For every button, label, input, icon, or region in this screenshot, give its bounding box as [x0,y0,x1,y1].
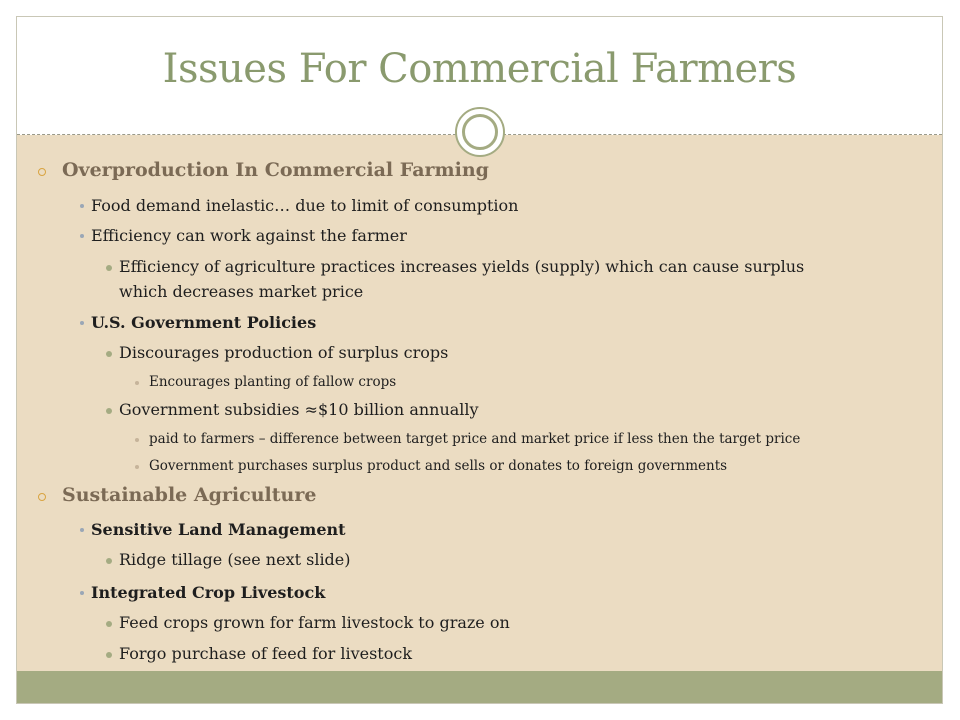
bullet-icon [135,381,139,385]
bullet-icon [106,558,112,564]
list-item: Food demand inelastic… due to limit of consumption [91,196,519,215]
bullet-icon [80,234,84,238]
bullet-icon [106,408,112,414]
footer-bar [17,671,942,703]
list-item: Efficiency of agriculture practices increases yields (supply) which can cause surplus [119,257,805,276]
bullet-icon [135,465,139,469]
section-heading-sustainable: Sustainable Agriculture [62,484,317,506]
circle-ornament-inner [462,114,498,150]
bullet-icon [80,591,84,595]
slide-title: Issues For Commercial Farmers [162,46,797,92]
list-item-land-management: Sensitive Land Management [91,520,346,539]
list-item-crop-livestock: Integrated Crop Livestock [91,583,326,602]
list-item: Discourages production of surplus crops [119,343,449,362]
bullet-icon [80,204,84,208]
list-item: Government subsidies ≈$10 billion annually [119,400,479,419]
list-item: Ridge tillage (see next slide) [119,550,351,569]
section-bullet-icon [38,168,46,176]
circle-ornament-icon [455,107,505,157]
bullet-icon [106,351,112,357]
list-item-continuation: which decreases market price [119,282,364,301]
list-item-government-policies: U.S. Government Policies [91,313,317,332]
list-item: Feed crops grown for farm livestock to graze on [119,613,510,632]
list-item: Government purchases surplus product and sells or donates to foreign governments [149,458,728,474]
list-item: Encourages planting of fallow crops [149,374,397,390]
bullet-icon [106,652,112,658]
bullet-icon [80,528,84,532]
section-bullet-icon [38,493,46,501]
bullet-icon [106,265,112,271]
list-item: paid to farmers – difference between target price and market price if less then the target price [149,431,801,447]
bullet-icon [80,321,84,325]
bullet-icon [106,621,112,627]
section-heading-overproduction: Overproduction In Commercial Farming [62,159,489,181]
list-item: Efficiency can work against the farmer [91,226,407,245]
bullet-icon [135,438,139,442]
list-item: Forgo purchase of feed for livestock [119,644,413,663]
